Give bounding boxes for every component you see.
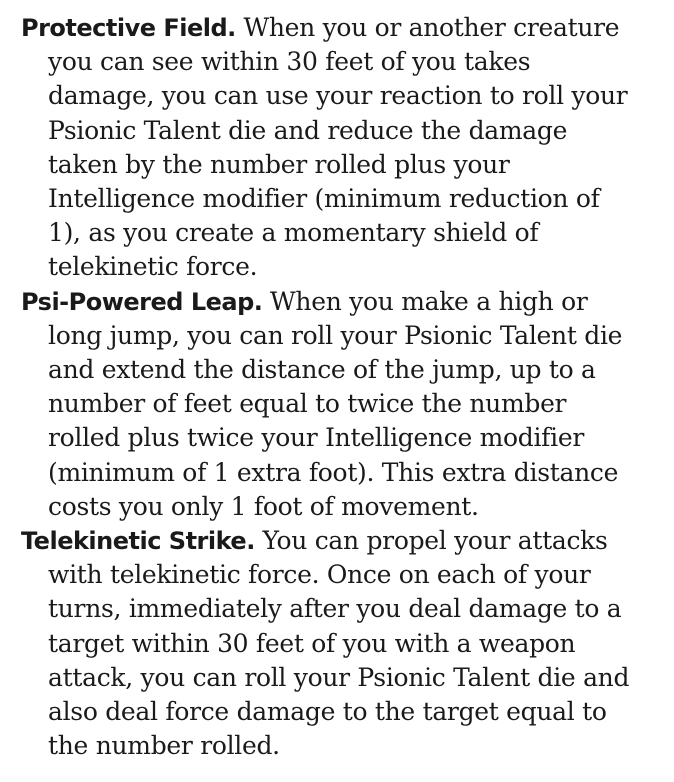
- feature-first-line: [21, 524, 654, 558]
- feature-text-line: attack, you can roll your Psionic Talent die and: [48, 662, 630, 692]
- feature-text-line: with telekinetic force. Once on each of your: [48, 560, 591, 590]
- feature-title: Protective Field.: [21, 14, 236, 42]
- feature-text-line: number of feet equal to twice the number: [48, 389, 567, 419]
- feature-text-line: the number rolled.: [48, 731, 280, 761]
- feature-text-line: and extend the distance of the jump, up to a: [48, 355, 596, 385]
- feature-title: Telekinetic Strike.: [21, 527, 255, 556]
- feature-text-line: damage, you can use your reaction to roll your: [48, 81, 628, 111]
- feature-text-line: taken by the number rolled plus your: [48, 149, 510, 179]
- feature-text-line: turns, immediately after you deal damage to a: [48, 594, 622, 624]
- feature-text-line: costs you only 1 foot of movement.: [48, 491, 479, 521]
- feature-text-line: long jump, you can roll your Psionic Talent die: [48, 320, 623, 350]
- feature-title: Psi-Powered Leap.: [21, 287, 263, 316]
- feature-text-line: 1), as you create a momentary shield of: [48, 218, 539, 248]
- feature-text-line: (minimum of 1 extra foot). This extra distance: [48, 457, 619, 487]
- feature-text-line: you can see within 30 feet of you takes: [48, 47, 531, 77]
- feature-text: When you or another creature: [235, 13, 620, 42]
- feature-text-line: also deal force damage to the target equal to: [48, 697, 607, 727]
- feature-text-line: telekinetic force.: [48, 252, 258, 282]
- feature-text: You can propel your attacks: [254, 526, 608, 556]
- feature-first-line: [21, 11, 654, 45]
- feature-telekinetic-strike: [21, 524, 654, 763]
- feature-first-line: [21, 285, 654, 319]
- feature-text-line: Psionic Talent die and reduce the damage: [48, 115, 568, 145]
- feature-psi-powered-leap: [21, 285, 654, 524]
- feature-text-line: rolled plus twice your Intelligence modifier: [48, 423, 584, 453]
- feature-text-line: target within 30 feet of you with a weapon: [48, 628, 576, 658]
- feature-text-line: Intelligence modifier (minimum reduction of: [48, 184, 600, 214]
- feature-protective-field: [21, 11, 654, 285]
- feature-text: When you make a high or: [262, 286, 588, 316]
